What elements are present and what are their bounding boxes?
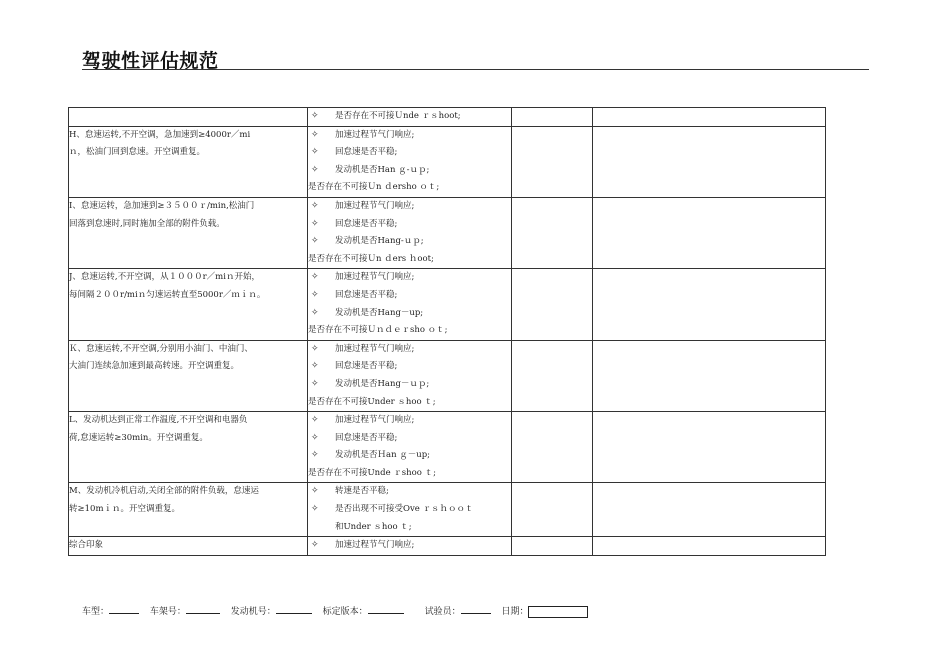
diamond-bullet-icon: ✧	[311, 432, 319, 443]
check-item	[308, 198, 511, 216]
check-item-text: 是否存在不可接Under ｓhoo ｔ;	[308, 396, 436, 407]
result-cell[interactable]	[512, 197, 593, 268]
test-condition-text: M、发动机冷机启动,关闭全部的附件负载，怠速运	[69, 486, 259, 497]
check-item-text: 发动机是否Hang-ｕｐ;	[335, 236, 424, 247]
tester-label: 试验员：	[424, 607, 461, 617]
check-item-text: 回怠速是否平稳;	[335, 432, 398, 443]
test-condition-text: J、怠速运转,不开空调，从１０００r／miｎ开始，	[69, 272, 260, 283]
check-item-text: 是否存在不可接Ｕnde ｒｓhoot;	[335, 111, 461, 121]
check-items-cell	[308, 483, 512, 537]
calibration-version-field[interactable]	[368, 603, 404, 614]
check-item-text: 是否存在不可接Ｕn ｄers ｈoot;	[308, 253, 434, 264]
check-item	[308, 341, 511, 359]
test-condition-text: 转≥10mｉｎ。开空调重复。	[69, 504, 180, 515]
check-item-text: 回怠速是否平稳;	[335, 218, 398, 229]
check-items-cell	[308, 340, 512, 411]
check-item	[308, 465, 511, 483]
test-condition-cell	[69, 537, 308, 556]
check-item	[308, 287, 511, 305]
diamond-bullet-icon: ✧	[311, 236, 319, 247]
evaluation-table	[68, 107, 826, 556]
check-item-text: 加速过程节气门响应;	[335, 272, 415, 283]
diamond-bullet-icon: ✧	[311, 289, 319, 300]
diamond-bullet-icon: ✧	[311, 361, 319, 372]
check-item-text: 加速过程节气门响应;	[335, 415, 415, 426]
table-row	[69, 483, 826, 537]
diamond-bullet-icon: ✧	[311, 272, 319, 283]
test-condition-text: H、怠速运转,不开空调，急加速到≥4000r／mi	[69, 129, 251, 140]
check-item	[308, 358, 511, 376]
result-cell[interactable]	[512, 412, 593, 483]
check-items-cell	[308, 412, 512, 483]
date-label: 日期：	[501, 607, 529, 617]
date-field[interactable]	[528, 606, 588, 618]
remarks-cell[interactable]	[593, 483, 826, 537]
remarks-cell[interactable]	[593, 412, 826, 483]
table-row	[69, 108, 826, 127]
footer-signature-line	[82, 603, 588, 618]
check-item-text: 发动机是否Hang－up;	[335, 307, 424, 318]
check-item-text: 和Under ｓhoo ｔ;	[335, 521, 412, 532]
vehicle-type-field[interactable]	[109, 603, 139, 614]
table-row	[69, 269, 826, 340]
check-item	[308, 322, 511, 340]
check-item-text: 回怠速是否平稳;	[335, 361, 398, 372]
test-condition-cell	[69, 108, 308, 127]
remarks-cell[interactable]	[593, 340, 826, 411]
check-item	[308, 179, 511, 197]
check-item-text: 发动机是否Hang－ｕｐ;	[335, 378, 430, 389]
test-condition-cell	[69, 126, 308, 197]
check-item	[308, 305, 511, 323]
table-row	[69, 340, 826, 411]
remarks-cell[interactable]	[593, 126, 826, 197]
diamond-bullet-icon: ✧	[311, 218, 319, 229]
check-items-cell	[308, 108, 512, 127]
check-item	[308, 483, 511, 501]
check-item	[308, 127, 511, 145]
diamond-bullet-icon: ✧	[311, 486, 319, 497]
test-condition-cell	[69, 269, 308, 340]
test-condition-text: 每间隔２００r/miｎ匀速运转直至5000r／ｍｉｎ。	[69, 289, 266, 300]
frame-number-field[interactable]	[186, 603, 220, 614]
check-item	[308, 108, 511, 126]
check-item-text: 加速过程节气门响应;	[335, 129, 415, 140]
remarks-cell[interactable]	[593, 537, 826, 556]
check-item	[308, 412, 511, 430]
diamond-bullet-icon: ✧	[311, 415, 319, 426]
diamond-bullet-icon: ✧	[311, 540, 319, 551]
check-item-text: 是否出现不可接受Ove ｒｓｈｏｏｔ	[335, 504, 474, 515]
diamond-bullet-icon: ✧	[311, 200, 319, 211]
test-condition-cell	[69, 483, 308, 537]
check-item-text: 是否存在不可接Unde ｒshoo ｔ;	[308, 467, 436, 478]
vehicle-type-label: 车型：	[82, 607, 110, 617]
evaluation-table-body	[69, 108, 826, 556]
diamond-bullet-icon: ✧	[311, 307, 319, 318]
diamond-bullet-icon: ✧	[311, 111, 319, 121]
check-item-text: 是否存在不可接Ｕｎｄｅｒsho ｏｔ;	[308, 325, 448, 336]
diamond-bullet-icon: ✧	[311, 343, 319, 354]
diamond-bullet-icon: ✧	[311, 378, 319, 389]
calibration-version-label: 标定版本：	[322, 607, 368, 617]
check-item-text: 回怠速是否平稳;	[335, 147, 398, 158]
check-item-text: 回怠速是否平稳;	[335, 289, 398, 300]
check-item	[308, 376, 511, 394]
check-item-text: 是否存在不可接Ｕn ｄersho ｏｔ;	[308, 182, 440, 193]
result-cell[interactable]	[512, 108, 593, 127]
result-cell[interactable]	[512, 126, 593, 197]
check-item	[308, 216, 511, 234]
result-cell[interactable]	[512, 269, 593, 340]
check-item-text: 加速过程节气门响应;	[335, 200, 415, 211]
check-item	[308, 501, 511, 519]
check-item-text: 转速是否平稳;	[335, 486, 389, 497]
diamond-bullet-icon: ✧	[311, 164, 319, 175]
check-items-cell	[308, 269, 512, 340]
test-condition-text: 回落到怠速时,同时施加全部的附件负载。	[69, 218, 225, 229]
document-title: 驾驶性评估规范	[82, 50, 219, 72]
remarks-cell[interactable]	[593, 197, 826, 268]
check-item	[308, 269, 511, 287]
test-condition-text: 荷,怠速运转≥30min。开空调重复。	[69, 432, 208, 443]
table-row	[69, 412, 826, 483]
check-item	[308, 162, 511, 180]
check-item-text: 发动机是否Han ｇ-ｕｐ;	[335, 164, 430, 175]
diamond-bullet-icon: ✧	[311, 504, 319, 515]
check-item	[308, 537, 511, 555]
check-item-text: 加速过程节气门响应;	[335, 540, 415, 551]
test-condition-text: L、发动机达到正常工作温度,不开空调和电器负	[69, 415, 248, 426]
check-item	[308, 251, 511, 269]
check-item	[308, 519, 511, 537]
test-condition-cell	[69, 412, 308, 483]
diamond-bullet-icon: ✧	[311, 147, 319, 158]
title-underline	[82, 69, 869, 70]
frame-number-label: 车架号：	[149, 607, 186, 617]
test-condition-text: Ｋ、怠速运转,不开空调,分别用小油门、中油门、	[69, 343, 253, 354]
test-condition-text: 综合印象	[69, 540, 104, 551]
table-row	[69, 537, 826, 556]
test-condition-cell	[69, 340, 308, 411]
engine-number-field[interactable]	[276, 603, 312, 614]
remarks-cell[interactable]	[593, 108, 826, 127]
diamond-bullet-icon: ✧	[311, 129, 319, 140]
check-items-cell	[308, 537, 512, 556]
check-item-text: 发动机是否Ｈan ｇ－up;	[335, 450, 431, 461]
check-item	[308, 233, 511, 251]
check-item-text: 加速过程节气门响应;	[335, 343, 415, 354]
result-cell[interactable]	[512, 537, 593, 556]
diamond-bullet-icon: ✧	[311, 450, 319, 461]
check-items-cell	[308, 197, 512, 268]
check-item	[308, 394, 511, 412]
tester-field[interactable]	[461, 603, 491, 614]
engine-number-label: 发动机号：	[230, 607, 276, 617]
test-condition-text: I、怠速运转，急加速到≥３５００ｒ/min,松油门	[69, 200, 255, 211]
table-row	[69, 126, 826, 197]
test-condition-text: 大油门连续急加速到最高转速。开空调重复。	[69, 361, 240, 372]
table-row	[69, 197, 826, 268]
remarks-cell[interactable]	[593, 269, 826, 340]
result-cell[interactable]	[512, 483, 593, 537]
check-items-cell	[308, 126, 512, 197]
check-item	[308, 430, 511, 448]
result-cell[interactable]	[512, 340, 593, 411]
test-condition-cell	[69, 197, 308, 268]
check-item	[308, 144, 511, 162]
check-item	[308, 447, 511, 465]
test-condition-text: ｎ，松油门回到怠速。开空调重复。	[69, 147, 206, 158]
